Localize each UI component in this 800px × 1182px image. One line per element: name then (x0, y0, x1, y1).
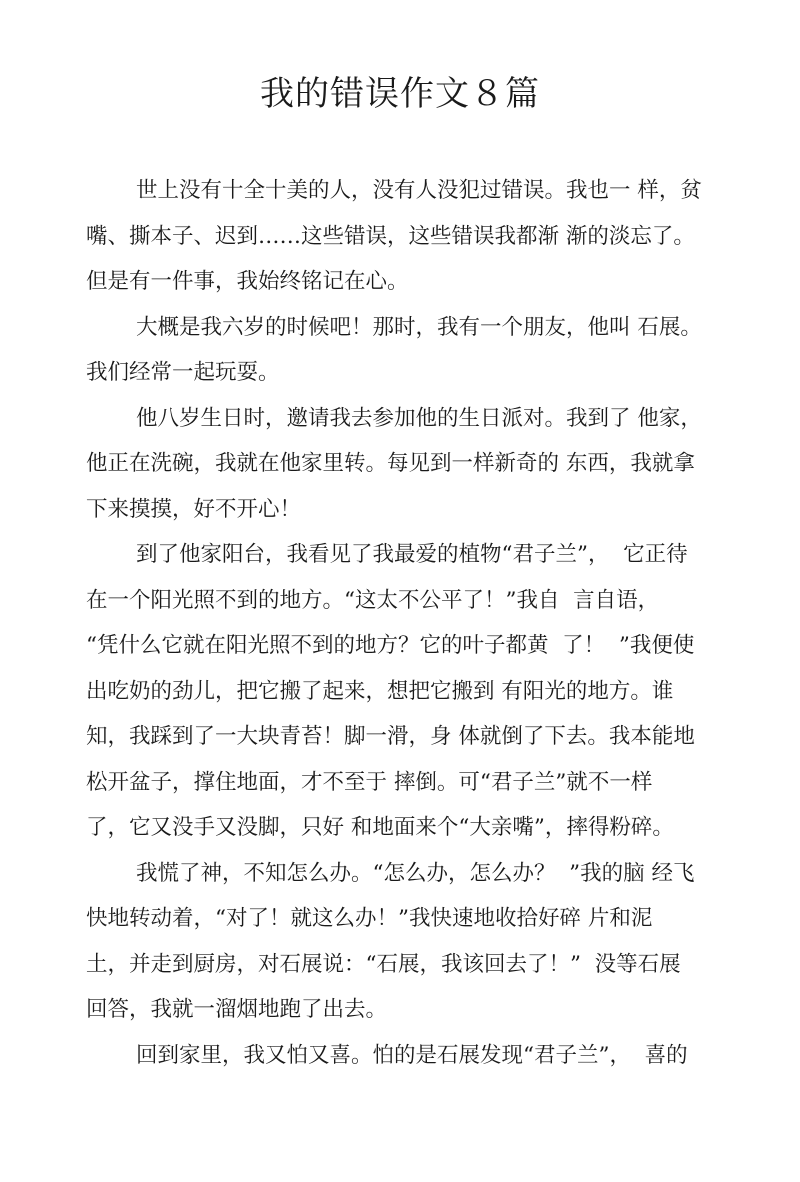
text-line: 回到家里，我又怕又喜。怕的是石展发现“君子兰”， 喜的 (136, 1042, 688, 1068)
text-line: 我慌了神，不知怎么办。“怎么办，怎么办？ ”我的脑 经飞 (136, 860, 695, 886)
text-line: 土，并走到厨房，对石展说：“石展，我该回去了！” 没等石展 (86, 951, 681, 977)
text-line: 在一个阳光照不到的地方。“这太不公平了！”我自 言自语， (86, 587, 660, 613)
text-line: 嘴、撕本子、迟到……这些错误，这些错误我都渐 渐的淡忘了。 (86, 223, 695, 249)
text-line: 世上没有十全十美的人，没有人没犯过错误。我也一 样，贫 (136, 178, 702, 203)
text-line: 快地转动着，“对了！就这么办！”我快速地收拾好碎 片和泥 (86, 906, 653, 931)
text-line: 但是有一件事，我始终铭记在心。 (86, 269, 409, 294)
text-line: 他八岁生日时，邀请我去参加他的生日派对。我到了 他家， (136, 405, 702, 431)
text-line: 大概是我六岁的时候吧！那时，我有一个朋友，他叫 石展。 (136, 314, 702, 340)
text-line: 下来摸摸，好不开心！ (86, 496, 302, 522)
essay-body (86, 168, 726, 1078)
text-line: 他正在洗碗，我就在他家里转。每见到一样新奇的 东西，我就拿 (86, 451, 695, 476)
text-line: 我们经常一起玩耍。 (86, 360, 280, 385)
text-line: 松开盆子，撑住地面，才不至于 摔倒。可“君子兰”就不一样 (86, 769, 653, 795)
page-title: 我的错误作文８篇 (260, 74, 540, 114)
text-line: “凭什么它就在阳光照不到的地方？它的叶子都黄 了！ ”我便使 (86, 633, 695, 658)
text-line: 到了他家阳台，我看见了我最爱的植物“君子兰”， 它正待 (136, 542, 688, 567)
text-line: 知，我踩到了一大块青苔！脚一滑，身 体就倒了下去。我本能地 (86, 724, 695, 749)
text-line: 回答，我就一溜烟地跑了出去。 (86, 997, 388, 1022)
text-line: 了，它又没手又没脚，只好 和地面来个“大亲嘴”，摔得粉碎。 (86, 815, 674, 840)
text-line: 出吃奶的劲儿，把它搬了起来，想把它搬到 有阳光的地方。谁 (86, 678, 674, 704)
